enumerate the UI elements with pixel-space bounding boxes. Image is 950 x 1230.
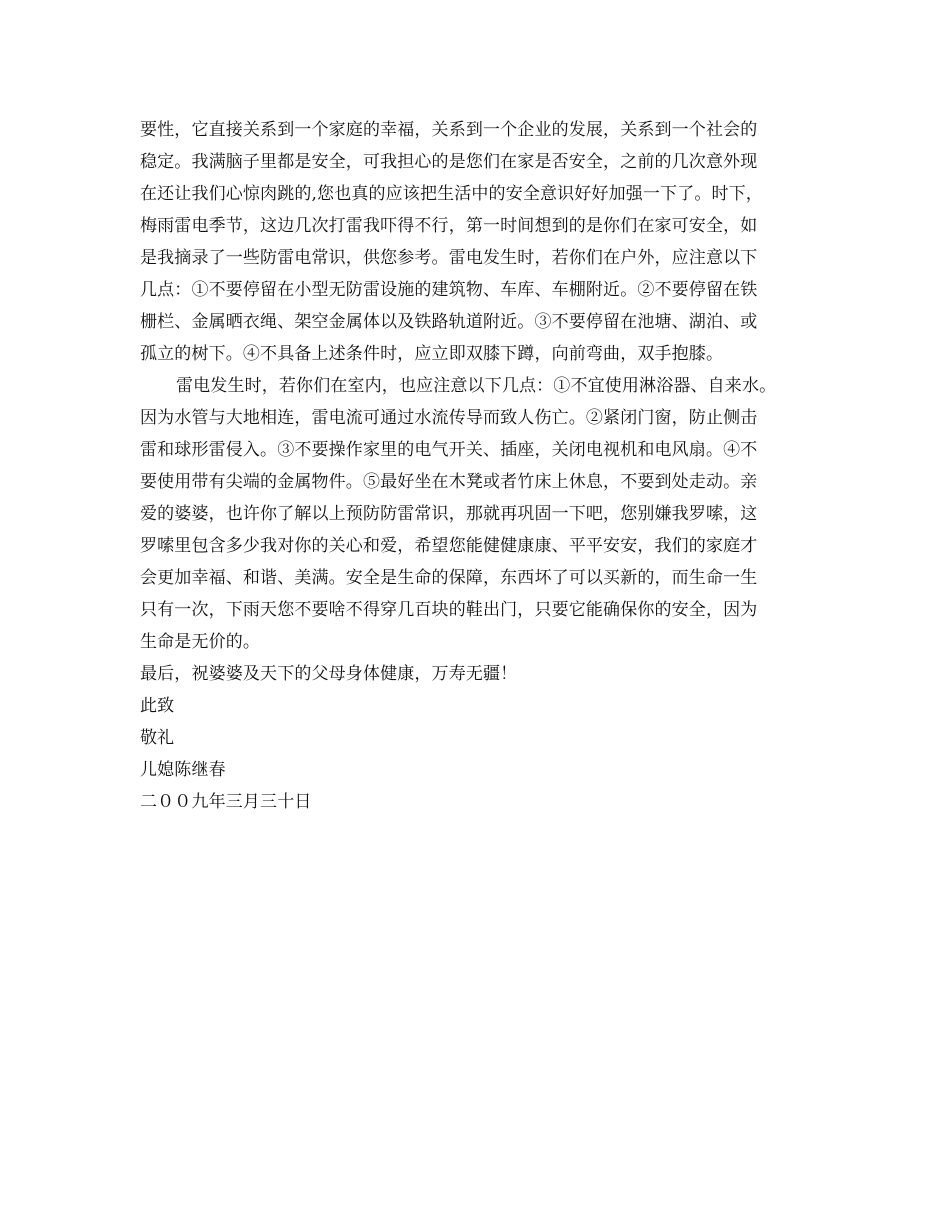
body-line: 只有一次，下雨天您不要啥不得穿几百块的鞋出门，只要它能确保你的安全，因为 — [140, 600, 758, 620]
body-line: 梅雨雷电季节，这边几次打雷我吓得不行，第一时间想到的是你们在家可安全，如 — [140, 216, 758, 236]
salutation-cizhi: 此致 — [140, 696, 175, 716]
body-line: 罗嗦里包含多少我对你的关心和爱，希望您能健健康康、平平安安，我们的家庭才 — [140, 536, 758, 556]
body-line: 几点：①不要停留在小型无防雷设施的建筑物、车库、车棚附近。②不要停留在铁 — [140, 280, 758, 300]
body-line: 栅栏、金属晒衣绳、架空金属体以及铁路轨道附近。③不要停留在池塘、湖泊、或 — [140, 312, 758, 332]
body-line: 孤立的树下。④不具备上述条件时，应立即双膝下蹲，向前弯曲，双手抱膝。 — [140, 344, 724, 364]
letter-body — [140, 114, 830, 818]
signature-date: 二００九年三月三十日 — [140, 792, 312, 812]
body-line: 雷和球形雷侵入。③不要操作家里的电气开关、插座，关闭电视机和电风扇。④不 — [140, 440, 758, 460]
body-line: 生命是无价的。 — [140, 632, 261, 652]
salutation-jingli: 敬礼 — [140, 728, 175, 748]
body-line: 因为水管与大地相连，雷电流可通过水流传导而致人伤亡。②紧闭门窗，防止侧击 — [140, 408, 758, 428]
body-line: 要性，它直接关系到一个家庭的幸福，关系到一个企业的发展，关系到一个社会的 — [140, 120, 758, 140]
paragraph-start-line: 雷电发生时，若你们在室内，也应注意以下几点：①不宜使用淋浴器、自来水。 — [176, 376, 777, 396]
body-line: 要使用带有尖端的金属物件。⑤最好坐在木凳或者竹床上休息，不要到处走动。亲 — [140, 472, 758, 492]
body-line: 爱的婆婆，也许你了解以上预防防雷常识，那就再巩固一下吧，您别嫌我罗嗦，这 — [140, 504, 758, 524]
signature-name: 儿媳陈继春 — [140, 760, 226, 780]
body-line: 是我摘录了一些防雷电常识，供您参考。雷电发生时，若你们在户外，应注意以下 — [140, 248, 758, 268]
closing-wish: 最后，祝婆婆及天下的父母身体健康，万寿无疆！ — [140, 664, 518, 684]
body-line: 会更加幸福、和谐、美满。安全是生命的保障，东西坏了可以买新的，而生命一生 — [140, 568, 758, 588]
body-line: 稳定。我满脑子里都是安全，可我担心的是您们在家是否安全，之前的几次意外现 — [140, 152, 758, 172]
body-line: 在还让我们心惊肉跳的,您也真的应该把生活中的安全意识好好加强一下了。时下， — [140, 184, 763, 204]
